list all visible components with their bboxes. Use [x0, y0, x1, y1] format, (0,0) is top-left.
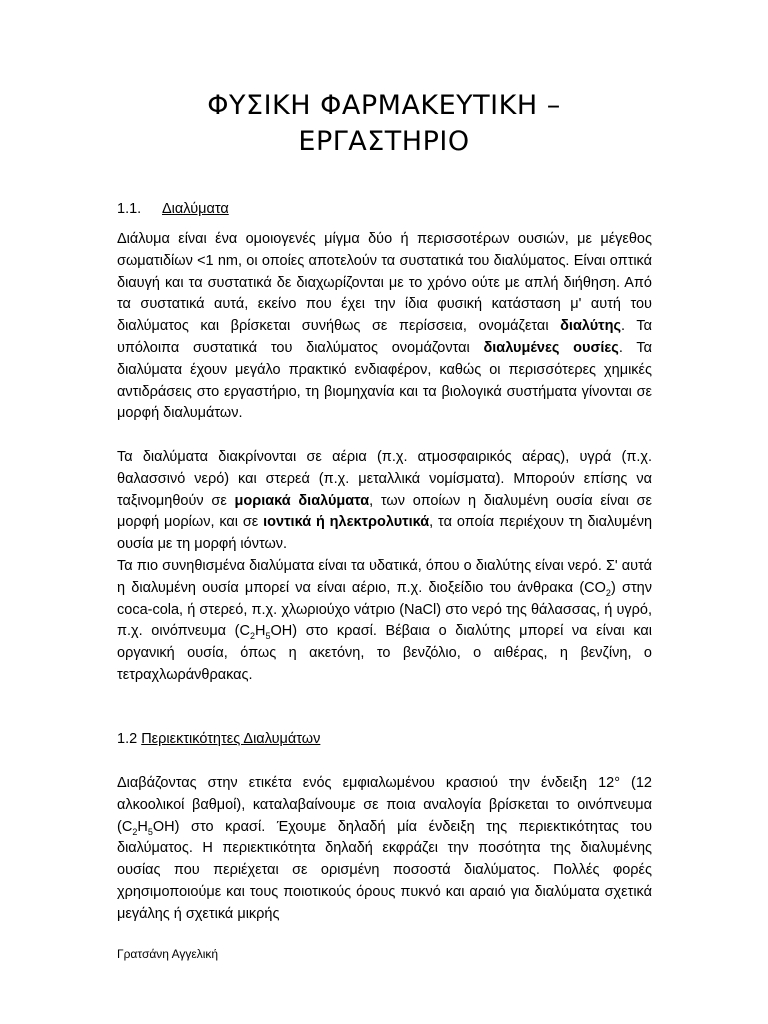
section-title: Διαλύματα [162, 201, 229, 217]
bold-term-ionic: ιοντικά ή ηλεκτρολυτικά [263, 514, 430, 531]
text-run: , τα οποία περιέχουν τη διαλυμένη ουσία με τη μορφή ιόντων. [117, 514, 653, 553]
text-run: Τα διαλύματα διακρίνονται σε αέρια (π.χ. ατμοσφαιρικός αέρας), υγρά (π.χ. θαλασσινό νερό) και στερεά (π.χ. μεταλλικά νομίσματα). Μπορούν επίσης να ταξινομηθούν σε [117, 449, 652, 509]
text-run: OH) στο κρασί. Βέβαια ο διαλύτης μπορεί να είναι και οργανική ουσία, όπως η ακετόνη, το βενζόλιο, ο αιθέρας, η βενζίνη, ο τετραχλωράνθρακας. [117, 623, 652, 683]
paragraph-definition [117, 229, 652, 425]
text-run: . Τα διαλύματα έχουν μεγάλο πρακτικό ενδιαφέρον, καθώς οι περισσότερες χημικές αντιδράσεις στο εργαστήριο, τη βιομηχανία και τα βιολογικά συστήματα γίνονται σε μορφή διαλυμάτων. [117, 339, 652, 422]
bold-term-molecular: μοριακά διαλύματα [234, 492, 370, 509]
subscript: 5 [265, 631, 271, 642]
section-heading-1-2 [117, 729, 320, 749]
section-heading-1-1 [117, 199, 229, 219]
text-run: Διάλυμα είναι ένα ομοιογενές μίγμα δύο ή περισσοτέρων ουσιών, με μέγεθος σωματιδίων <1 nm, οι οποίες αποτελούν τα συστατικά του διαλύματος. Είναι οπτικά διαυγή και τα συστατικά δε διαχωρίζονται με το χρόνο ούτε με απλή διήθηση. Από τα συστατικά αυτά, εκείνο που έχει την ίδια φυσική κατάσταση μ' αυτή του διαλύματος και βρίσκεται συνήθως σε περίσσεια, ονομάζεται [117, 231, 652, 335]
subscript: 2 [132, 826, 138, 837]
section-title: Περιεκτικότητες Διαλυμάτων [141, 731, 321, 747]
text-run: , των οποίων η διαλυμένη ουσία είναι σε μορφή μορίων, και σε [117, 492, 652, 531]
text-run: OH) στο κρασί. Έχουμε δηλαδή μία ένδειξη της περιεκτικότητας του διαλύματος. Η περιεκτικότητα δηλαδή εκφράζει την ποσότητα της διαλυμένης ουσίας που περιέχεται σε ορισμένη ποσοστά διαλύματος. Πολλές φορές χρησιμοποιούμε και τους ποιοτικούς όρους πυκνό και αραιό για διαλύματα σχετικά μεγάλης ή σχετικά μικρής [117, 818, 652, 922]
paragraph-aqueous [117, 556, 652, 687]
subscript: 5 [147, 826, 153, 837]
paragraph-classification [117, 447, 652, 556]
bold-term-solvent: διαλύτης [560, 318, 622, 335]
text-run: ) στην coca-cola, ή στερεό, π.χ. χλωριούχο νάτριο (NaCl) στο νερό της θάλασσας, ή υγρό, π.χ. οινόπνευμα (C [117, 579, 652, 640]
section-number: 1.2 [117, 731, 138, 747]
bold-term-solutes: διαλυμένες ουσίες [483, 339, 619, 356]
text-run: . Τα υπόλοιπα συστατικά του διαλύματος ονομάζονται [117, 318, 653, 356]
subscript: 2 [605, 587, 611, 598]
page-footer-author: Γρατσάνη Αγγελική [117, 947, 219, 961]
title-line-1: ΦΥΣΙΚΗ ΦΑΡΜΑΚΕΥΤΙΚΗ – [207, 90, 561, 121]
section-number: 1.1. [117, 201, 142, 217]
title-line-2: ΕΡΓΑΣΤΗΡΙΟ [298, 126, 470, 157]
text-run: H [137, 818, 148, 835]
subscript: 2 [249, 631, 255, 642]
document-title [0, 88, 768, 160]
paragraph-concentration [117, 773, 652, 926]
text-run: H [255, 623, 266, 640]
text-run: Τα πιο συνηθισμένα διαλύματα είναι τα υδατικά, όπου ο διαλύτης είναι νερό. Σ' αυτά η διαλυμένη ουσία μπορεί να είναι αέριο, π.χ. διοξείδιο του άνθρακα (CO [117, 558, 652, 596]
text-run: Διαβάζοντας στην ετικέτα ενός εμφιαλωμένου κρασιού την ένδειξη 12° (12 αλκοολικοί βαθμοί), καταλαβαίνουμε σε ποια αναλογία βρίσκεται το οινόπνευμα (C [117, 775, 652, 835]
